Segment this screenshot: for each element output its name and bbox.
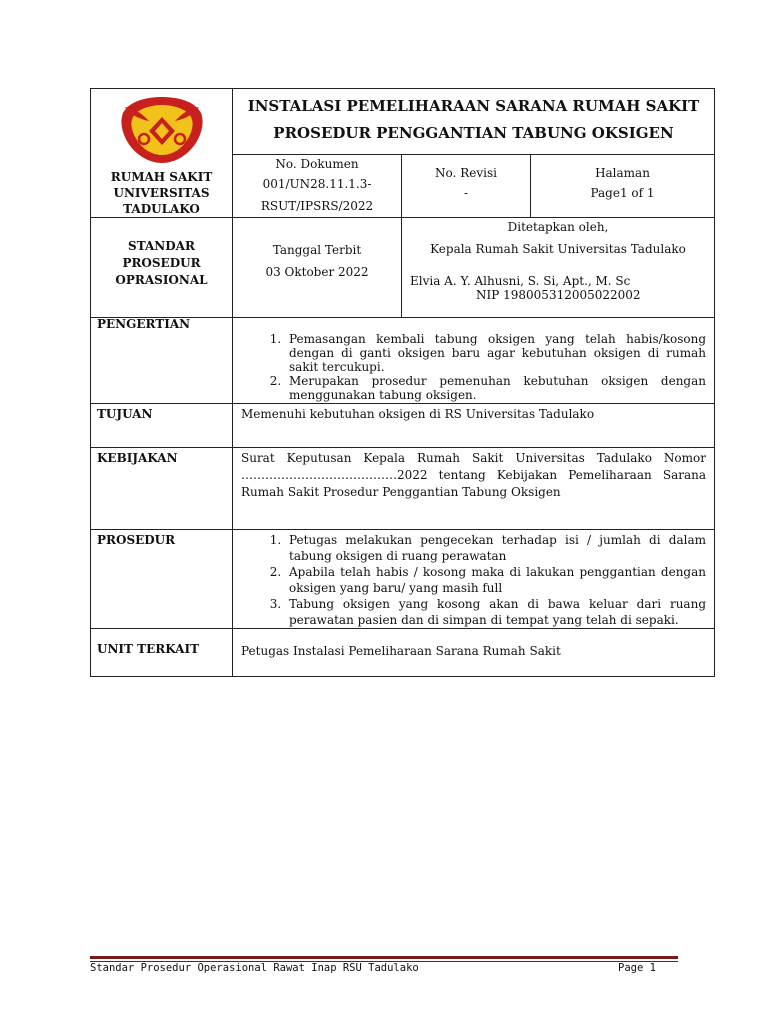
issue-date-cell <box>233 218 402 318</box>
page-count-cell <box>531 154 715 218</box>
list-item: 1. Pemasangan kembali tabung oksigen yang telah habis/kosong dengan di ganti oksigen baru agar kebutuhan oksigen di rumah sakit tercukupi. <box>285 332 706 374</box>
approver-name: Elvia A. Y. Alhusni, S. Si, Apt., M. Sc <box>410 274 631 288</box>
document-title-line2: PROSEDUR PENGGANTIAN TABUNG OKSIGEN <box>273 124 674 142</box>
pengertian-content-cell <box>233 318 715 404</box>
revision-label: No. Revisi <box>435 165 497 180</box>
kebijakan-content-cell <box>233 448 715 530</box>
hospital-identity-cell <box>91 89 233 218</box>
footer-rule <box>90 956 678 959</box>
prosedur-label: PROSEDUR <box>97 533 176 547</box>
approver-title: Kepala Rumah Sakit Universitas Tadulako <box>430 242 686 256</box>
title-cell <box>233 89 715 155</box>
revision-cell <box>402 154 531 218</box>
list-item: 3. Tabung oksigen yang kosong akan di bawa keluar dari ruang perawatan pasien dan di simpan di tempat yang telah di sepaki. <box>285 596 706 628</box>
list-item: 2. Merupakan prosedur pemenuhan kebutuhan oksigen dengan menggunakan tabung oksigen. <box>285 374 706 402</box>
doc-number-label: No. Dokumen <box>275 156 359 171</box>
unit-terkait-label: UNIT TERKAIT <box>97 642 199 656</box>
unit-terkait-content-cell <box>233 629 715 677</box>
kebijakan-text: Surat Keputusan Kepala Rumah Sakit Universitas Tadulako Nomor …………………………………2022 tentang Kebijakan Pemeliharaan Sarana Rumah Sakit Prosedur Penggantian Tabung Oksigen <box>241 451 706 499</box>
kebijakan-label: KEBIJAKAN <box>97 451 178 465</box>
doc-number-cell <box>233 154 402 218</box>
prosedur-content-cell <box>233 530 715 629</box>
tujuan-content-cell <box>233 404 715 448</box>
prosedur-list <box>233 532 714 628</box>
tujuan-label-cell <box>91 404 233 448</box>
list-item: 2. Apabila telah habis / kosong maka di lakukan penggantian dengan oksigen yang baru/ yang masih full <box>285 564 706 596</box>
approved-by-label: Ditetapkan oleh, <box>507 220 609 234</box>
document-title-line1: INSTALASI PEMELIHARAAN SARANA RUMAH SAKIT <box>247 97 700 115</box>
approval-cell <box>402 218 715 318</box>
footer-document-name: Standar Prosedur Operasional Rawat Inap RSU Tadulako <box>90 962 419 974</box>
pengertian-label: PENGERTIAN <box>97 317 191 331</box>
unit-terkait-text: Petugas Instalasi Pemeliharaan Sarana Rumah Sakit <box>241 644 561 658</box>
kebijakan-label-cell <box>91 448 233 530</box>
hospital-name: RUMAH SAKIT UNIVERSITAS TADULAKO <box>110 170 213 216</box>
issue-date-value: 03 Oktober 2022 <box>265 265 369 279</box>
list-item: 1. Petugas melakukan pengecekan terhadap isi / jumlah di dalam tabung oksigen di ruang perawatan <box>285 532 706 564</box>
sop-label-cell <box>91 218 233 318</box>
doc-number-value: 001/UN28.11.1.3-RSUT/IPSRS/2022 <box>260 176 374 213</box>
university-emblem-icon <box>117 93 207 165</box>
pengertian-label-cell <box>91 318 233 404</box>
revision-value: - <box>463 185 469 200</box>
prosedur-label-cell <box>91 530 233 629</box>
approver-nip: NIP 198005312005022002 <box>476 288 641 302</box>
sop-label: STANDAR PROSEDUR OPRASIONAL <box>115 239 208 287</box>
page-label: Halaman <box>595 165 650 180</box>
sop-table <box>90 88 715 677</box>
unit-terkait-label-cell <box>91 629 233 677</box>
tujuan-text: Memenuhi kebutuhan oksigen di RS Universitas Tadulako <box>241 407 595 421</box>
page-value: Page1 of 1 <box>590 185 655 200</box>
tujuan-label: TUJUAN <box>97 407 153 421</box>
pengertian-list <box>233 332 714 402</box>
footer-page-number: Page 1 <box>618 962 656 974</box>
issue-date-label: Tanggal Terbit <box>272 243 362 257</box>
